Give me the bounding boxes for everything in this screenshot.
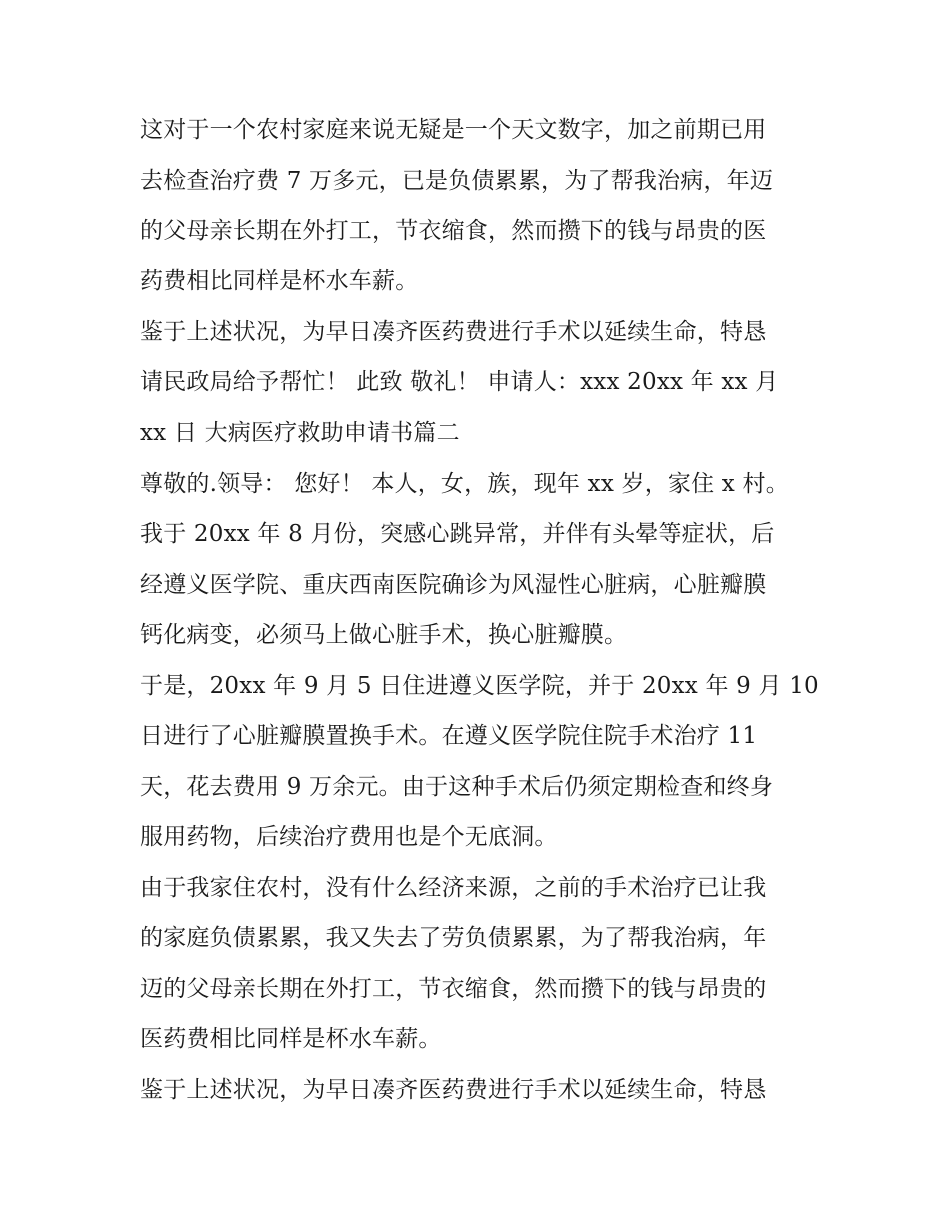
text-line-7: xx 日 大病医疗救助申请书篇二: [140, 420, 460, 446]
text-line-1: 这对于一个农村家庭来说无疑是一个天文数字，加之前期已用: [140, 117, 767, 143]
text-line-9: 我于 20xx 年 8 月份，突感心跳异常，并伴有头晕等症状，后: [140, 521, 775, 547]
text-line-2: 去检查治疗费 7 万多元，已是负债累累，为了帮我治病，年迈: [140, 168, 774, 194]
text-line-18: 迈的父母亲长期在外打工，节衣缩食，然而攒下的钱与昂贵的: [140, 976, 767, 1002]
text-line-15: 服用药物，后续治疗费用也是个无底洞。: [140, 824, 558, 850]
text-line-3: 的父母亲长期在外打工，节衣缩食，然而攒下的钱与昂贵的医: [140, 218, 767, 244]
text-line-5: 鉴于上述状况，为早日凑齐医药费进行手术以延续生命，特恳: [140, 319, 767, 345]
text-line-13: 日进行了心脏瓣膜置换手术。在遵义医学院住院手术治疗 11: [140, 723, 758, 749]
text-line-4: 药费相比同样是杯水车薪。: [140, 268, 419, 294]
text-line-6: 请民政局给予帮忙！ 此致 敬礼！ 申请人：xxx 20xx 年 xx 月: [140, 369, 779, 395]
text-line-20: 鉴于上述状况，为早日凑齐医药费进行手术以延续生命，特恳: [140, 1077, 767, 1103]
text-line-17: 的家庭负债累累，我又失去了劳负债累累，为了帮我治病，年: [140, 925, 767, 951]
text-line-11: 钙化病变，必须马上做心脏手术，换心脏瓣膜。: [140, 622, 628, 648]
text-line-12: 于是，20xx 年 9 月 5 日住进遵义医学院，并于 20xx 年 9 月 10: [140, 673, 819, 699]
text-line-8: 尊敬的.领导： 您好！ 本人，女，族，现年 xx 岁，家住 x 村。: [140, 471, 789, 497]
text-line-19: 医药费相比同样是杯水车薪。: [140, 1026, 442, 1052]
text-line-16: 由于我家住农村，没有什么经济来源，之前的手术治疗已让我: [140, 875, 767, 901]
text-line-10: 经遵义医学院、重庆西南医院确诊为风湿性心脏病，心脏瓣膜: [140, 572, 767, 598]
text-line-14: 天，花去费用 9 万余元。由于这种手术后仍须定期检查和终身: [140, 774, 774, 800]
